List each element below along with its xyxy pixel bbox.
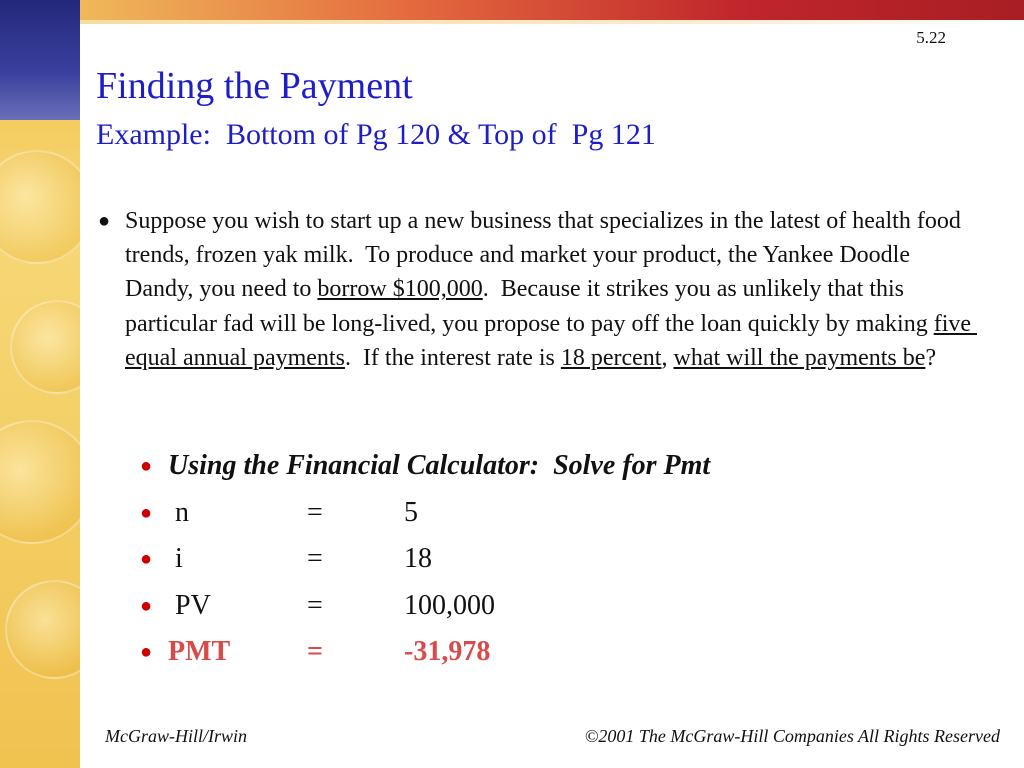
text-segment: Suppose you wish to start up a new business that specializes in the latest of health food trends, frozen yak milk. To produce and market your product, the Yankee Doodle Dandy, you need to [125, 208, 967, 303]
footer-copyright: ©2001 The McGraw-Hill Companies All Rights Reserved [584, 726, 1000, 746]
underlined-interest-rate: 18 percent [560, 344, 662, 371]
decorative-blue-tab [0, 0, 80, 120]
underlined-payment-count: five equal annual payments [125, 310, 978, 371]
footer-publisher: McGraw-Hill/Irwin [105, 726, 247, 746]
text-segment: , [661, 344, 674, 371]
bullet-dot-icon: ● [98, 210, 111, 232]
slide-subtitle: Example: Bottom of Pg 120 & Top of Pg 121 [96, 118, 656, 151]
underlined-borrow-amount: borrow $100,000 [317, 276, 483, 303]
underlined-question: what will the payments be [673, 344, 926, 371]
decorative-top-bar-highlight [80, 20, 1024, 24]
text-segment: . Because it strikes you as unlikely that this particular fad will be long-lived, you propose to pay off the loan quickly by making [125, 276, 934, 337]
equals-sign: = [307, 496, 323, 528]
bullet-dot-icon: ● [140, 548, 153, 570]
equals-sign: = [307, 589, 323, 621]
decorative-coin [10, 300, 80, 394]
calc-result-value: -31,978 [404, 636, 491, 667]
calc-result-label: PMT [168, 636, 231, 667]
bullet-dot-icon: ● [140, 594, 153, 617]
calc-value: 18 [404, 543, 432, 574]
decorative-coin [0, 150, 80, 264]
calc-label: PV [168, 589, 211, 621]
bullet-dot-icon: ● [140, 501, 153, 524]
main-bullet [98, 204, 978, 375]
equals-sign: = [307, 636, 323, 667]
text-segment: . If the interest rate is [344, 344, 561, 371]
slide-title: Finding the Payment [96, 65, 413, 107]
equals-sign: = [307, 543, 323, 574]
decorative-coin [5, 580, 80, 679]
calc-label: i [168, 543, 183, 574]
list-item [140, 539, 940, 586]
decorative-left-band [0, 0, 80, 768]
calculator-heading: Using the Financial Calculator: Solve for Pmt [168, 450, 711, 481]
calculator-list [140, 446, 940, 679]
bullet-dot-icon: ● [140, 641, 153, 663]
calc-value: 100,000 [404, 589, 495, 621]
list-item [140, 493, 940, 540]
list-item [140, 632, 940, 679]
calc-label: n [168, 496, 189, 528]
text-segment: ? [925, 344, 937, 371]
main-bullet-text [125, 204, 978, 375]
slide-number: 5.22 [916, 28, 946, 47]
decorative-top-bar [80, 0, 1024, 20]
decorative-coin [0, 420, 80, 544]
calc-value: 5 [404, 496, 418, 528]
list-item [140, 446, 940, 493]
list-item [140, 586, 940, 633]
bullet-dot-icon: ● [140, 455, 153, 477]
